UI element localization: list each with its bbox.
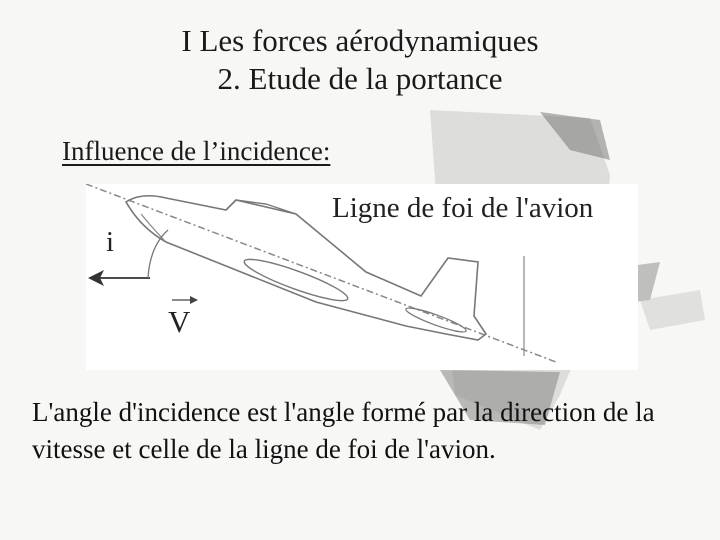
title-line-2: 2. Etude de la portance bbox=[217, 61, 503, 96]
slide-title bbox=[0, 22, 720, 98]
airplane-cowling bbox=[141, 214, 166, 242]
section-heading: Influence de l’incidence: bbox=[62, 136, 331, 166]
incidence-label: i bbox=[106, 226, 115, 258]
velocity-label: V bbox=[168, 304, 191, 339]
datum-line-label: Ligne de foi de l'avion bbox=[332, 192, 594, 224]
vector-arrowhead-over-v bbox=[190, 296, 198, 304]
title-line-1: I Les forces aérodynamiques bbox=[181, 23, 539, 58]
airplane-tailplane bbox=[404, 304, 468, 335]
incidence-diagram bbox=[86, 184, 638, 370]
airplane-wing bbox=[241, 253, 351, 308]
definition-text: L'angle d'incidence est l'angle formé par la direction de la vitesse et celle de la ligne de foi de l'avion. bbox=[32, 397, 655, 464]
